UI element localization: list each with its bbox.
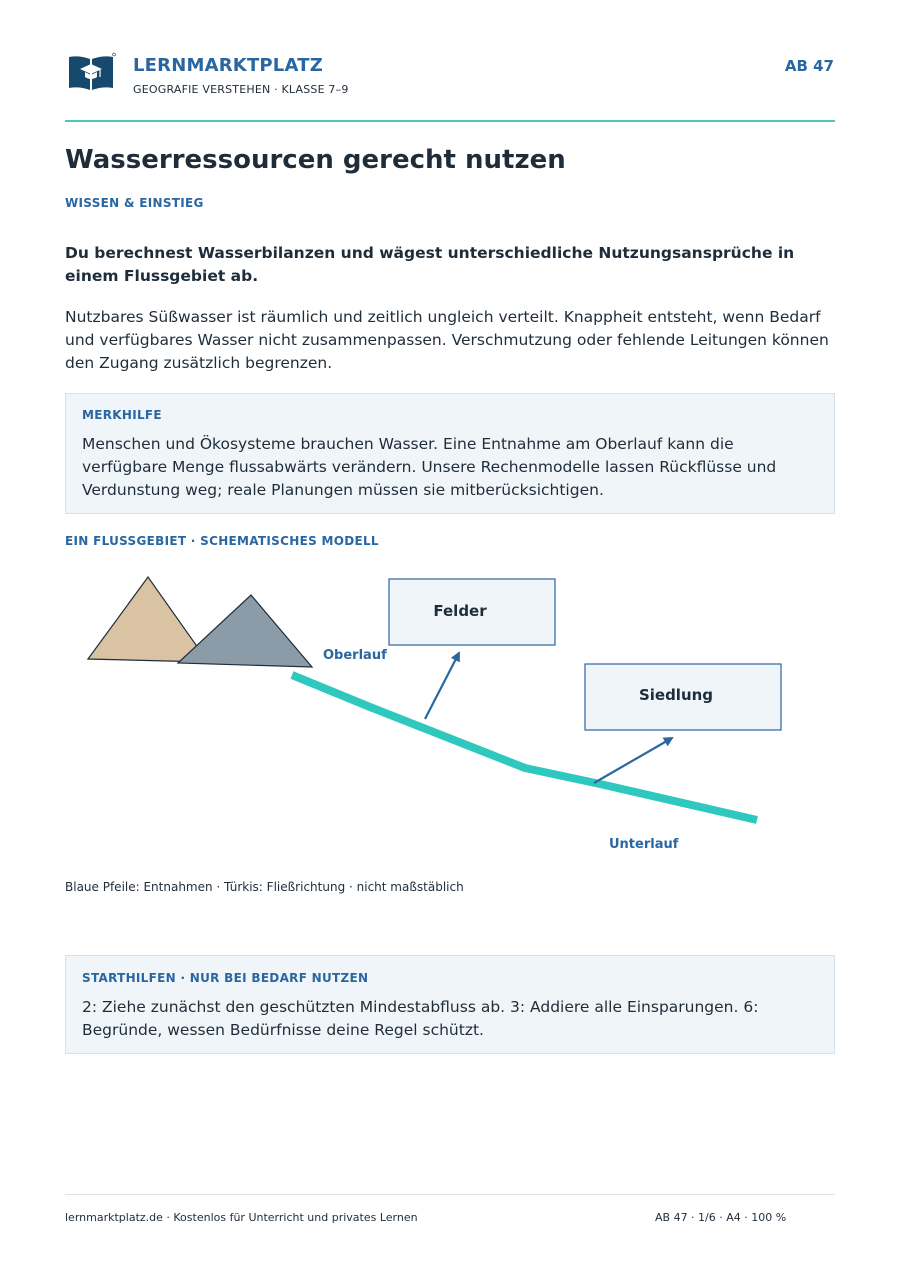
settlement-label: Siedlung [638, 686, 714, 704]
withdrawal-arrow-fields [425, 653, 459, 719]
hints-text: 2: Ziehe zunächst den geschützten Mindestabfluss ab. 3: Addiere alle Einsparungen. 6: Begründe, wessen Bedürfnisse deine Regel schützt. [82, 998, 759, 1039]
lower-course-label: Unterlauf [609, 837, 679, 852]
footer-source: lernmarktplatz.de · Kostenlos für Unterricht und privates Lernen [65, 1211, 418, 1224]
page-title: Wasserressourcen gerecht nutzen [65, 145, 566, 175]
body-paragraph: Nutzbares Süßwasser ist räumlich und zeitlich ungleich verteilt. Knappheit entsteht, wenn Bedarf und verfügbares Wasser nicht zusammenpassen. Verschmutzung oder fehlende Leitungen können den Zugang zusätzlich begrenzen. [65, 308, 829, 372]
mountain-dark [178, 595, 312, 667]
upper-course-label: Oberlauf [323, 648, 387, 663]
river-diagram [0, 560, 900, 870]
book-graduation-cap-icon [66, 52, 116, 92]
footer-divider [65, 1194, 835, 1195]
footer-page-info: AB 47 · 1/6 · A4 · 100 % [655, 1211, 787, 1224]
withdrawal-arrow-settlement [594, 738, 672, 783]
merkhilfe-box [65, 393, 835, 514]
fields-label: Felder [433, 602, 487, 620]
hints-label: STARTHILFEN · NUR BEI BEDARF NUTZEN [82, 971, 369, 985]
hints-box [65, 955, 835, 1054]
sheet-number: AB 47 [784, 57, 834, 75]
diagram-caption: Blaue Pfeile: Entnahmen · Türkis: Fließrichtung · nicht maßstäblich [65, 880, 464, 894]
merkhilfe-label: MERKHILFE [82, 408, 162, 422]
lead-paragraph: Du berechnest Wasserbilanzen und wägest unterschiedliche Nutzungsansprüche in einem Flussgebiet ab. [65, 244, 795, 285]
header-divider [65, 120, 835, 122]
intro-label: WISSEN & EINSTIEG [65, 196, 204, 210]
brand-name: LERNMARKTPLATZ [133, 55, 323, 76]
mountain-light [88, 577, 208, 662]
brand-subtitle: GEOGRAFIE VERSTEHEN · KLASSE 7–9 [133, 83, 349, 96]
merkhilfe-text: Menschen und Ökosysteme brauchen Wasser. Eine Entnahme am Oberlauf kann die verfügbare Menge flussabwärts verändern. Unsere Rechenmodelle lassen Rückflüsse und Verdunstung weg; reale Planungen müssen sie mitberücksichtigen. [82, 435, 777, 499]
diagram-label: EIN FLUSSGEBIET · SCHEMATISCHES MODELL [65, 534, 379, 548]
